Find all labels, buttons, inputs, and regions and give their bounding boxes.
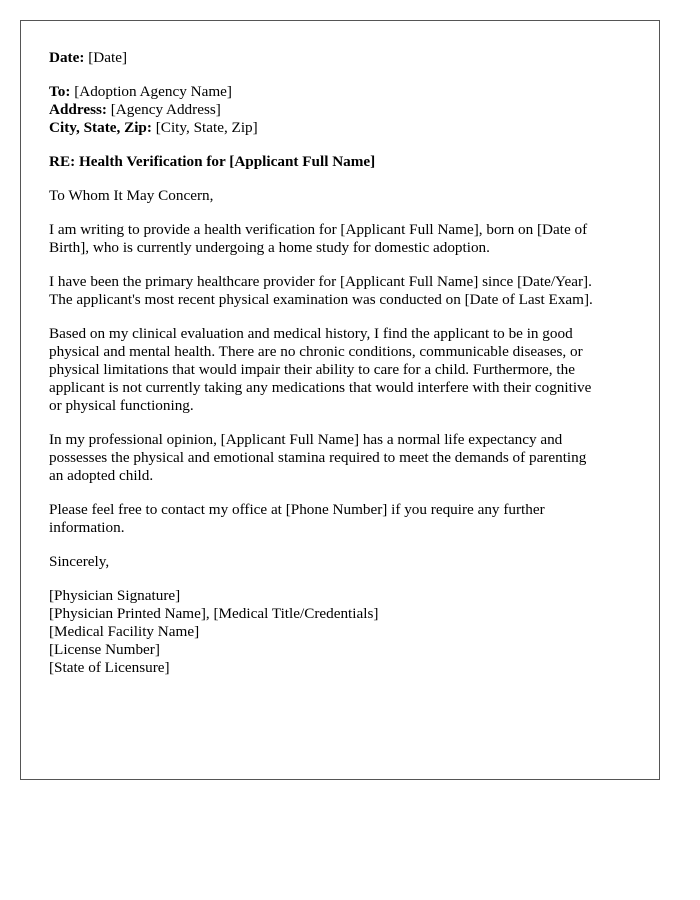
date-label: Date: [49,49,85,66]
physician-name-title: [Physician Printed Name], [Medical Title/Credentials] [49,605,379,622]
date-value: [Date] [88,49,128,66]
physician-signature: [Physician Signature] [49,587,181,604]
state-of-licensure: [State of Licensure] [49,659,170,676]
paragraph-line: Please feel free to contact my office at [Phone Number] if you require any further [49,501,545,518]
closing: Sincerely, [49,553,110,570]
subject-line [49,153,631,171]
paragraph-line: Birth], who is currently undergoing a home study for domestic adoption. [49,239,490,256]
license-number: [License Number] [49,641,160,658]
paragraph-1 [49,221,631,257]
paragraph-line: Based on my clinical evaluation and medical history, I find the applicant to be in good [49,325,573,342]
medical-facility: [Medical Facility Name] [49,623,200,640]
to-label: To: [49,83,71,100]
paragraph-line: The applicant's most recent physical examination was conducted on [Date of Last Exam]. [49,291,593,308]
city-line [49,119,631,137]
to-line [49,83,631,101]
city-value: [City, State, Zip] [155,119,258,136]
paragraph-3 [49,325,631,415]
paragraph-line: information. [49,519,125,536]
paragraph-line: an adopted child. [49,467,154,484]
paragraph-line: In my professional opinion, [Applicant Full Name] has a normal life expectancy and [49,431,563,448]
to-value: [Adoption Agency Name] [74,83,232,100]
paragraph-line: physical and mental health. There are no chronic conditions, communicable diseases, or [49,343,583,360]
paragraph-4 [49,431,631,485]
paragraph-line: I have been the primary healthcare provider for [Applicant Full Name] since [Date/Year]. [49,273,592,290]
address-line [49,101,631,119]
signature-block [49,587,631,677]
salutation: To Whom It May Concern, [49,187,214,204]
paragraph-5 [49,501,631,537]
letter-page [20,20,660,780]
paragraph-line: I am writing to provide a health verification for [Applicant Full Name], born on [Date of [49,221,588,238]
paragraph-line: applicant is not currently taking any medications that would interfere with their cognitive [49,379,592,396]
subject-text: RE: Health Verification for [Applicant Full Name] [49,153,376,170]
paragraph-line: physical limitations that would impair their ability to care for a child. Furthermore, the [49,361,575,378]
address-value: [Agency Address] [110,101,221,118]
recipient-block [49,83,631,137]
paragraph-line: or physical functioning. [49,397,194,414]
paragraph-2 [49,273,631,309]
paragraph-line: possesses the physical and emotional stamina required to meet the demands of parenting [49,449,587,466]
city-label: City, State, Zip: [49,119,152,136]
date-line [49,49,631,67]
address-label: Address: [49,101,107,118]
